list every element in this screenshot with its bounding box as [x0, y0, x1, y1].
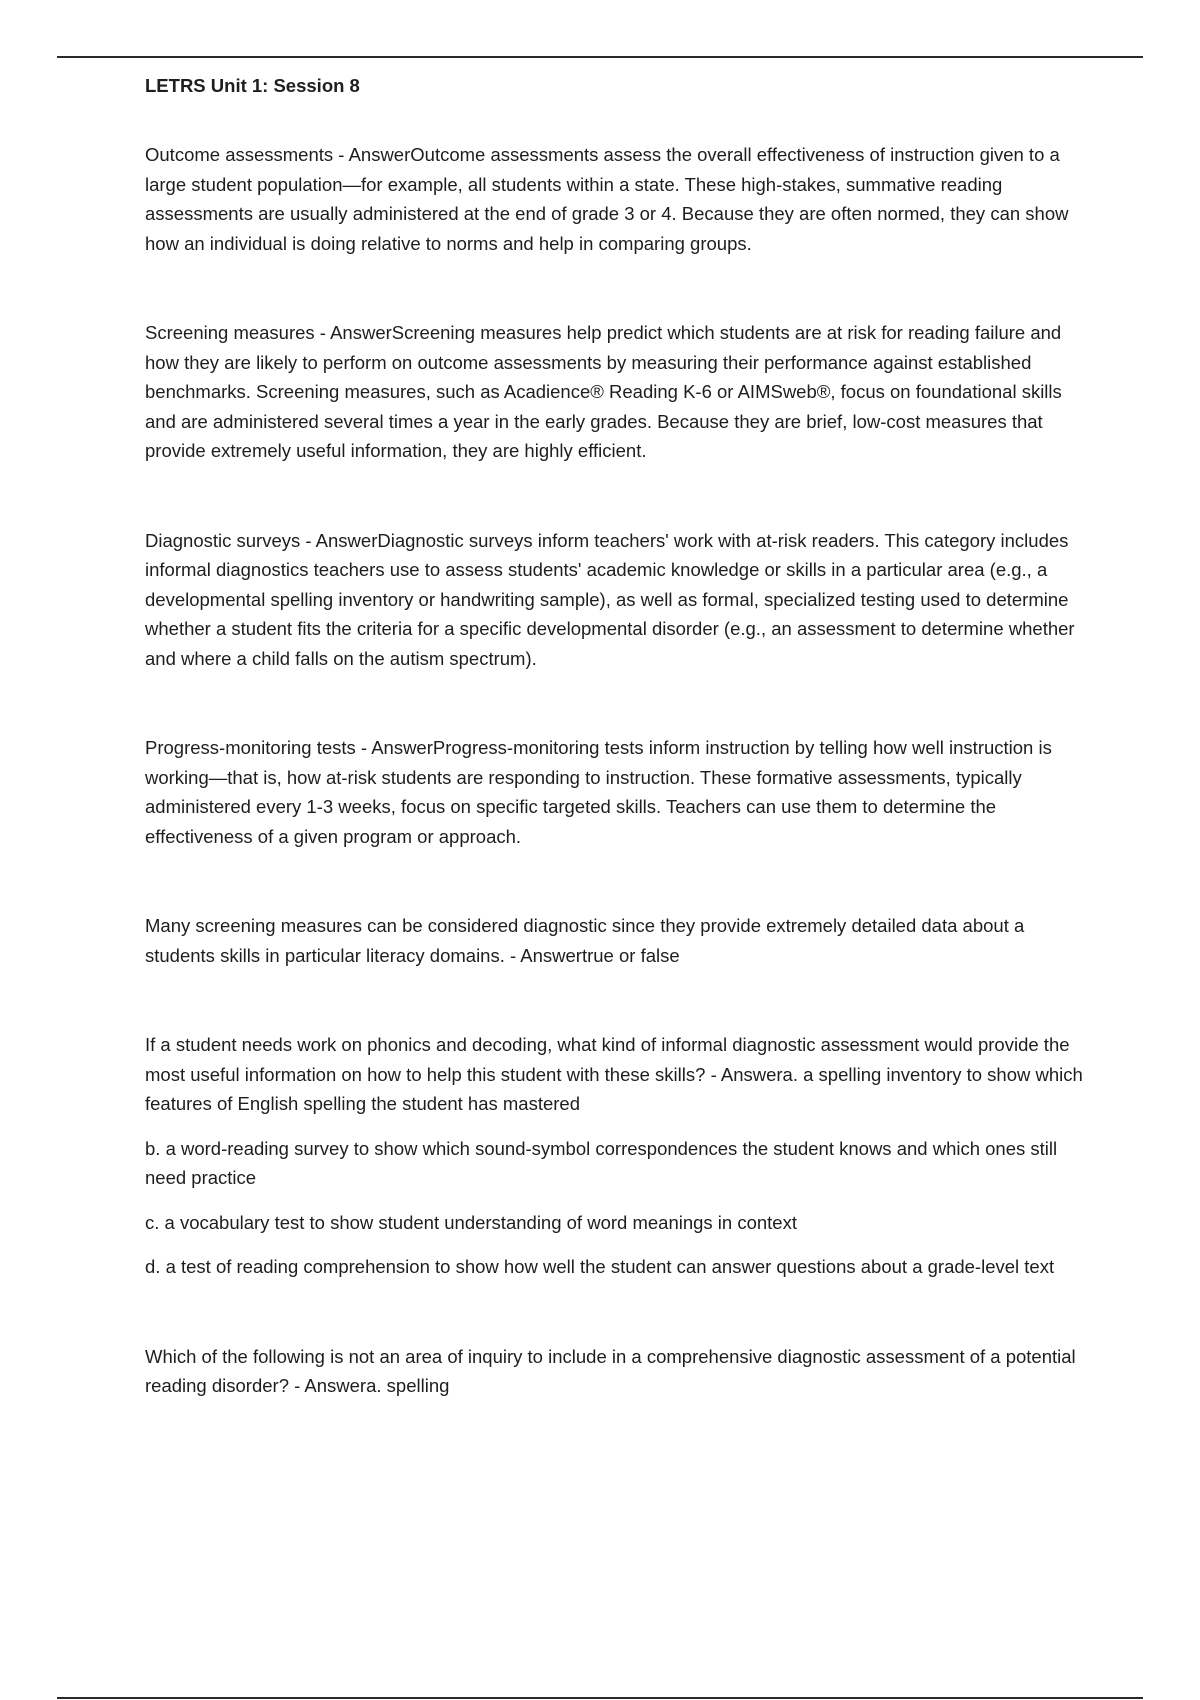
- qa-reading-disorder-inquiry: [145, 1342, 1090, 1401]
- qa-text: Which of the following is not an area of inquiry to include in a comprehensive diagnostic assessment of a potential reading disorder? - Answera. spelling: [145, 1345, 1076, 1396]
- answer-option-d: d. a test of reading comprehension to show how well the student can answer questions about a grade-level text: [145, 1256, 1055, 1277]
- answer-option-b: b. a word-reading survey to show which sound-symbol correspondences the student knows and which ones still need practice: [145, 1137, 1058, 1188]
- qa-text: Outcome assessments - AnswerOutcome assessments assess the overall effectiveness of instruction given to a large student population—for example, all students within a state. These high-stakes, summative reading assessments are usually administered at the end of grade 3 or 4. Because they are often normed, they can show how an individual is doing relative to norms and help in comparing groups.: [145, 144, 1069, 254]
- qa-text: Screening measures - AnswerScreening measures help predict which students are at risk for reading failure and how they are likely to perform on outcome assessments by measuring their performance against established benchmarks. Screening measures, such as Acadience® Reading K-6 or AIMSweb®, focus on foundational skills and are administered several times a year in the early grades. Because they are brief, low-cost measures that provide extremely useful information, they are highly efficient.: [145, 322, 1062, 461]
- header-rule: [57, 56, 1143, 58]
- qa-text: If a student needs work on phonics and decoding, what kind of informal diagnostic assessment would provide the most useful information on how to help this student with these skills? - Answera. a spelling inventory to show which features of English spelling the student has mastered: [145, 1034, 1083, 1114]
- qa-text: Diagnostic surveys - AnswerDiagnostic surveys inform teachers' work with at-risk readers. This category includes informal diagnostics teachers use to assess students' academic knowledge or skills in a particular area (e.g., a developmental spelling inventory or handwriting sample), as well as formal, specialized testing used to determine whether a student fits the criteria for a specific developmental disorder (e.g., an assessment to determine whether and where a child falls on the autism spectrum).: [145, 529, 1075, 669]
- qa-progress-monitoring: [145, 733, 1090, 851]
- footer-rule: [57, 1697, 1143, 1699]
- document-body: [145, 72, 1090, 1401]
- qa-screening-diagnostic-true-false: [145, 911, 1090, 970]
- qa-phonics-diagnostic: [145, 1030, 1090, 1282]
- qa-text: Many screening measures can be considered diagnostic since they provide extremely detailed data about a students skills in particular literacy domains. - Answertrue or false: [145, 915, 1025, 966]
- qa-outcome-assessments: [145, 140, 1090, 258]
- qa-screening-measures: [145, 318, 1090, 466]
- answer-option-c: c. a vocabulary test to show student understanding of word meanings in context: [145, 1211, 797, 1233]
- qa-text: Progress-monitoring tests - AnswerProgress-monitoring tests inform instruction by telling how well instruction is working—that is, how at-risk students are responding to instruction. These formative assessments, typically administered every 1-3 weeks, focus on specific targeted skills. Teachers can use them to determine the effectiveness of a given program or approach.: [145, 737, 1052, 847]
- qa-diagnostic-surveys: [145, 526, 1090, 674]
- document-title: LETRS Unit 1: Session 8: [145, 75, 360, 96]
